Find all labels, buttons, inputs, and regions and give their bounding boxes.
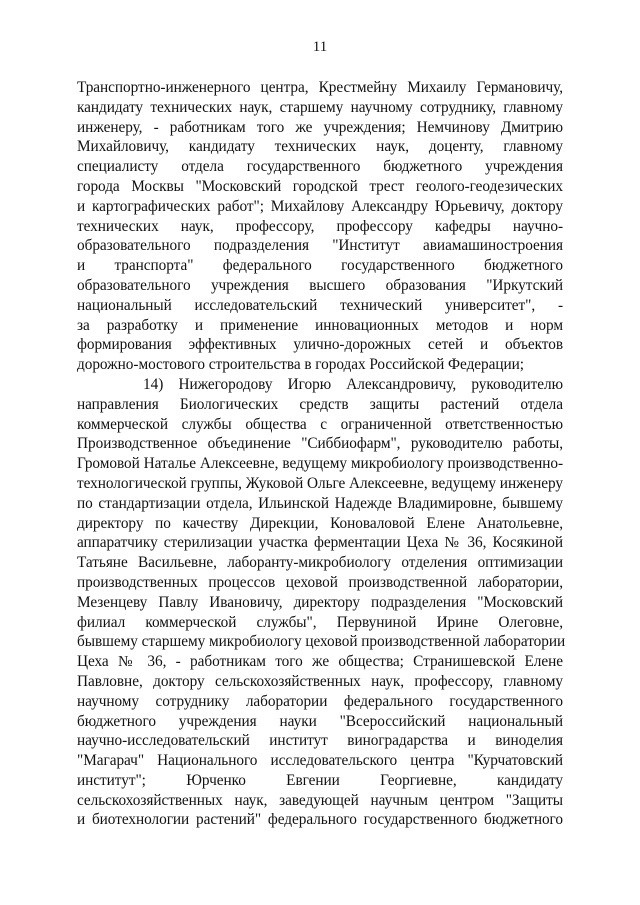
text-line: национальный исследовательский технический университет", - [77, 296, 563, 314]
text-line: специалисту отдела государственного бюджетного учреждения [77, 158, 563, 176]
text-line: Производственное объединение "Сиббиофарм", руководителю работы, [77, 435, 563, 453]
text-line: и биотехнологии растений" федерального государственного бюджетного [77, 811, 563, 829]
text-line: Громовой Наталье Алексеевне, ведущему микробиологу производственно- [77, 455, 563, 473]
text-line: и картографических работ"; Михайлову Александру Юрьевичу, доктору [77, 197, 563, 215]
text-line: города Москвы "Московский городской трест геолого-геодезических [77, 177, 563, 195]
text-line: за разработку и применение инновационных методов и норм [77, 316, 563, 334]
text-line: Михайловичу, кандидату технических наук, доценту, главному [77, 138, 563, 156]
text-line: дорожно-мостового строительства в городах Российской Федерации; [77, 356, 524, 374]
text-line: технологической группы, Жуковой Ольге Алексеевне, ведущему инженеру [77, 474, 564, 492]
text-line: образовательного учреждения высшего образования "Иркутский [77, 276, 563, 294]
text-line: Павловне, доктору сельскохозяйственных наук, профессору, главному [77, 672, 563, 690]
text-line: "Магарач" Национального исследовательского центра "Курчатовский [77, 752, 563, 770]
page-number: 11 [312, 39, 328, 55]
text-line: коммерческой службы общества с ограниченной ответственностью [77, 415, 563, 433]
text-line: технических наук, профессору, профессору кафедры научно- [77, 217, 563, 235]
text-line: 14) Нижегородову Игорю Александровичу, руководителю [143, 375, 563, 393]
text-line: направления Биологических средств защиты растений отдела [77, 395, 563, 413]
text-line: формирования эффективных улично-дорожных сетей и объектов [77, 336, 563, 354]
text-line: по стандартизации отдела, Ильинской Надежде Владимировне, бывшему [77, 494, 563, 512]
text-line: научно-исследовательский институт виноградарства и виноделия [77, 732, 563, 750]
text-line: научному сотруднику лаборатории федерального государственного [77, 692, 563, 710]
text-line: сельскохозяйственных наук, заведующей научным центром "Защиты [77, 791, 563, 809]
text-line: институт"; Юрченко Евгении Георгиевне, кандидату [77, 771, 563, 789]
text-line: филиал коммерческой службы", Первуниной Ирине Олеговне, [77, 613, 563, 631]
text-line: аппаратчику стерилизации участка ферментации Цеха № 36, Косякиной [77, 534, 563, 552]
text-line: Мезенцеву Павлу Ивановичу, директору подразделения "Московский [77, 593, 563, 611]
text-line: производственных процессов цеховой производственной лаборатории, [77, 573, 563, 591]
text-line: Цеха № 36, - работникам того же общества; Странишевской Елене [77, 653, 563, 671]
text-line: директору по качеству Дирекции, Коноваловой Елене Анатольевне, [77, 514, 563, 532]
text-line: бюджетного учреждения науки "Всероссийский национальный [77, 712, 563, 730]
text-line: кандидату технических наук, старшему научному сотруднику, главному [77, 98, 563, 116]
paragraph-continuation [77, 78, 563, 375]
text-line: образовательного подразделения "Институт авиамашиностроения [77, 237, 563, 255]
text-line: и транспорта" федерального государственного бюджетного [77, 257, 563, 275]
text-line: Транспортно-инженерного центра, Крестмейну Михаилу Германовичу, [77, 79, 563, 96]
paragraph-item-14 [77, 375, 566, 830]
text-line: инженеру, - работникам того же учреждения; Немчинову Дмитрию [77, 118, 563, 136]
document-body [77, 78, 566, 830]
text-line: Татьяне Васильевне, лаборанту-микробиологу отделения оптимизации [77, 554, 563, 572]
text-line: бывшему старшему микробиологу цеховой производственной лаборатории [77, 633, 566, 651]
